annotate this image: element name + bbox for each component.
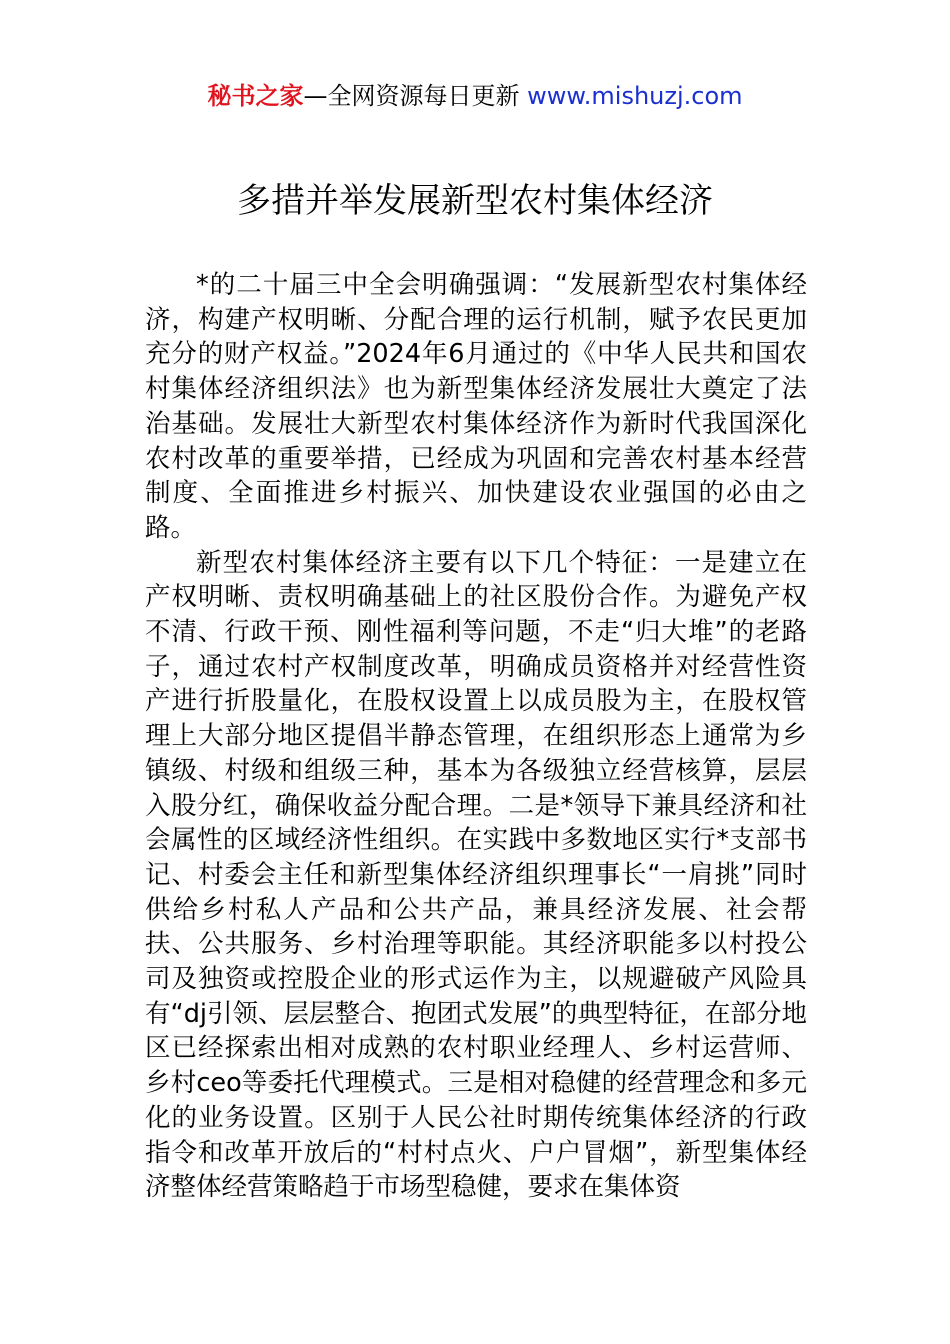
site-header [0,80,950,112]
document-body [145,268,807,1205]
site-brand: 秘书之家 [207,82,304,110]
site-tagline: —全网资源每日更新 [303,82,528,110]
document-title: 多措并举发展新型农村集体经济 [237,181,713,221]
site-url-link[interactable]: www.mishuzj.com [527,82,743,110]
paragraph-2: 新型农村集体经济主要有以下几个特征：一是建立在产权明晰、责权明确基础上的社区股份合作。为避免产权不清、行政干预、刚性福利等问题，不走“归大堆”的老路子，通过农村产权制度改革，明确成员资格并对经营性资产进行折股量化，在股权设置上以成员股为主，在股权管理上大部分地区提倡半静态管理，在组织形态上通常为乡镇级、村级和组级三种，基本为各级独立经营核算，层层入股分红，确保收益分配合理。二是*领导下兼具经济和社会属性的区域经济性组织。在实践中多数地区实行*支部书记、村委会主任和新型集体经济组织理事长“一肩挑”同时供给乡村私人产品和公共产品，兼具经济发展、社会帮扶、公共服务、乡村治理等职能。其经济职能多以村投公司及独资或控股企业的形式运作为主，以规避破产风险具有“dj引领、层层整合、抱团式发展”的典型特征，在部分地区已经探索出相对成熟的农村职业经理人、乡村运营师、乡村ceo等委托代理模式。三是相对稳健的经营理念和多元化的业务设置。区别于人民公社时期传统集体经济的行政指令和改革开放后的“村村点火、户户冒烟”，新型集体经济整体经营策略趋于市场型稳健，要求在集体资 [145,547,807,1203]
paragraph-1: *的二十届三中全会明确强调：“发展新型农村集体经济，构建产权明晰、分配合理的运行机制，赋予农民更加充分的财产权益。”2024年6月通过的《中华人民共和国农村集体经济组织法》也为新型集体经济发展壮大奠定了法治基础。发展壮大新型农村集体经济作为新时代我国深化农村改革的重要举措，已经成为巩固和完善农村基本经营制度、全面推进乡村振兴、加快建设农业强国的必由之路。 [145,270,807,543]
